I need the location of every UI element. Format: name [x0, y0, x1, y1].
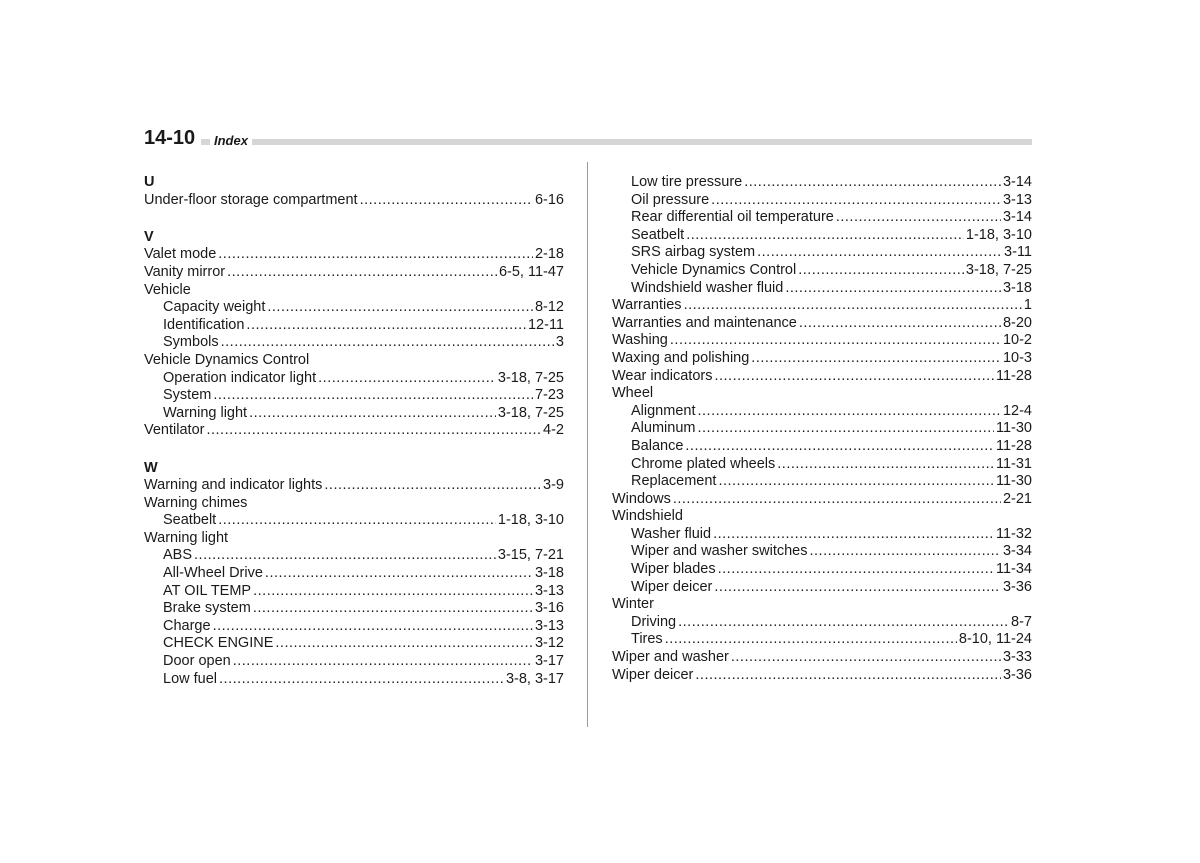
index-subentry	[144, 512, 564, 530]
index-entry	[144, 422, 564, 440]
entry-label: Wear indicators	[612, 367, 713, 384]
page-reference: 3-15, 7-21	[497, 547, 564, 564]
dot-leader	[684, 297, 1022, 315]
entry-label: Wiper blades	[631, 561, 716, 578]
page-reference: 3-36	[1002, 578, 1032, 595]
entry-label: Warranties	[612, 297, 682, 314]
dot-leader	[265, 565, 533, 583]
dot-leader	[670, 332, 1001, 350]
page-reference: 3-11	[1004, 244, 1032, 261]
index-group-heading	[612, 508, 1032, 526]
index-subentry	[612, 420, 1032, 438]
entry-label: Washer fluid	[631, 525, 712, 542]
index-group-heading	[144, 495, 564, 513]
index-group-heading	[612, 385, 1032, 403]
index-column-right	[612, 174, 1032, 684]
index-subentry	[612, 262, 1032, 280]
index-subentry	[144, 653, 564, 671]
page-reference: 3-13	[1002, 191, 1032, 208]
entry-label: Wheel	[612, 385, 654, 402]
page-reference: 11-30	[995, 420, 1032, 437]
dot-leader	[685, 438, 994, 456]
page-header	[144, 126, 1032, 150]
entry-label: System	[163, 387, 212, 404]
page-reference: 3-14	[1002, 209, 1032, 226]
entry-label: Vehicle Dynamics Control	[631, 261, 797, 278]
index-subentry	[144, 317, 564, 335]
page-reference: 6-16	[534, 191, 564, 208]
index-subentry	[144, 299, 564, 317]
index-subentry	[612, 280, 1032, 298]
page-reference: 11-28	[995, 437, 1032, 454]
page-reference: 3-8, 3-17	[505, 670, 564, 687]
dot-leader	[221, 334, 554, 352]
entry-label: Ventilator	[144, 422, 205, 439]
entry-label: Driving	[631, 613, 677, 630]
dot-leader	[246, 317, 526, 335]
dot-leader	[213, 618, 533, 636]
page-reference: 8-20	[1002, 314, 1032, 331]
index-subentry	[612, 526, 1032, 544]
entry-label: Low fuel	[163, 670, 218, 687]
index-entry	[612, 315, 1032, 333]
index-subentry	[612, 438, 1032, 456]
entry-label: Tires	[631, 631, 663, 648]
dot-leader	[213, 387, 533, 405]
page-reference: 10-3	[1002, 349, 1032, 366]
page-reference: 3-18	[534, 565, 564, 582]
entry-label: Chrome plated wheels	[631, 455, 776, 472]
entry-label: Balance	[631, 437, 684, 454]
index-subentry	[144, 547, 564, 565]
index-subentry	[612, 543, 1032, 561]
dot-leader	[697, 403, 1000, 421]
dot-leader	[678, 614, 1009, 632]
page-reference: 7-23	[534, 387, 564, 404]
entry-label: Low tire pressure	[631, 174, 743, 190]
dot-leader	[695, 667, 1001, 685]
page-reference: 12-4	[1002, 402, 1032, 419]
dot-leader	[318, 370, 496, 388]
entry-label: U	[144, 174, 155, 190]
index-subentry	[612, 403, 1032, 421]
page-reference: 8-7	[1011, 613, 1032, 630]
entry-label: Washing	[612, 332, 668, 349]
page-reference: 11-31	[995, 455, 1032, 472]
entry-label: Warning light	[144, 529, 229, 546]
page-reference: 3-9	[543, 477, 564, 494]
page-reference: 11-34	[995, 561, 1032, 578]
index-subentry	[144, 370, 564, 388]
index-subentry	[612, 174, 1032, 192]
index-entry	[144, 246, 564, 264]
index-subentry	[612, 473, 1032, 491]
index-group-heading	[144, 352, 564, 370]
entry-label: Door open	[163, 653, 231, 670]
dot-leader	[777, 456, 994, 474]
dot-leader	[714, 579, 1001, 597]
index-subentry	[144, 334, 564, 352]
entry-label: Winter	[612, 596, 654, 613]
entry-label: Warning and indicator lights	[144, 477, 323, 494]
dot-leader	[836, 209, 1001, 227]
index-entry	[144, 192, 564, 210]
page-reference: 1-18, 3-10	[965, 226, 1032, 243]
index-subentry	[144, 565, 564, 583]
entry-label: Wiper deicer	[612, 666, 694, 683]
page-reference: 2-18	[534, 246, 564, 263]
dot-leader	[249, 405, 496, 423]
page-reference: 3-18, 7-25	[965, 261, 1032, 278]
page-reference: 12-11	[527, 316, 564, 333]
entry-label: Windows	[612, 490, 671, 507]
entry-label: Under-floor storage compartment	[144, 191, 358, 208]
dot-leader	[267, 299, 533, 317]
entry-label: AT OIL TEMP	[163, 582, 252, 599]
entry-label: Seatbelt	[631, 226, 685, 243]
page-reference: 3-36	[1002, 666, 1032, 683]
page-reference: 11-30	[995, 473, 1032, 490]
entry-label: Vanity mirror	[144, 263, 226, 280]
entry-label: ABS	[163, 547, 193, 564]
page-reference: 4-2	[543, 422, 564, 439]
index-subentry	[612, 614, 1032, 632]
index-group-heading	[144, 530, 564, 548]
index-subentry	[612, 244, 1032, 262]
page-reference: 3-18, 7-25	[497, 369, 564, 386]
entry-label: Aluminum	[631, 420, 696, 437]
index-letter-heading	[144, 460, 564, 478]
entry-label: Symbols	[163, 334, 219, 351]
page-reference: 3-16	[534, 600, 564, 617]
entry-label: Windshield washer fluid	[631, 279, 784, 296]
dot-leader	[785, 280, 1001, 298]
dot-leader	[194, 547, 496, 565]
page-reference: 3-13	[534, 617, 564, 634]
page-reference: 10-2	[1002, 332, 1032, 349]
dot-leader	[253, 583, 533, 601]
entry-label: Warranties and maintenance	[612, 314, 797, 331]
dot-leader	[219, 671, 504, 689]
entry-label: Wiper and washer switches	[631, 543, 808, 560]
index-entry	[612, 649, 1032, 667]
dot-leader	[253, 600, 533, 618]
page-reference: 3-13	[534, 582, 564, 599]
entry-label: Valet mode	[144, 246, 217, 263]
entry-label: Identification	[163, 316, 245, 333]
dot-leader	[757, 244, 1002, 262]
index-subentry	[612, 209, 1032, 227]
dot-leader	[697, 420, 994, 438]
dot-leader	[233, 653, 533, 671]
entry-label: Vehicle Dynamics Control	[144, 351, 310, 368]
dot-leader	[751, 350, 1001, 368]
page-number: 14-10	[144, 126, 201, 150]
index-subentry	[144, 387, 564, 405]
entry-label: Rear differential oil temperature	[631, 209, 834, 226]
entry-label: W	[144, 459, 158, 476]
dot-leader	[275, 635, 533, 653]
page-reference: 3-12	[534, 635, 564, 652]
entry-label: Charge	[163, 617, 211, 634]
index-subentry	[144, 405, 564, 423]
dot-leader	[686, 227, 964, 245]
dot-leader	[206, 422, 541, 440]
dot-leader	[744, 174, 1001, 192]
page-reference: 2-21	[1002, 490, 1032, 507]
dot-leader	[799, 315, 1001, 333]
dot-leader	[218, 246, 533, 264]
index-letter-heading	[144, 174, 564, 192]
index-subentry	[612, 227, 1032, 245]
page-reference: 6-5, 11-47	[498, 263, 564, 280]
page-reference: 3-18	[1002, 279, 1032, 296]
index-entry	[612, 332, 1032, 350]
page-reference: 3-33	[1002, 649, 1032, 666]
entry-label: Windshield	[612, 508, 683, 525]
index-group-heading	[144, 282, 564, 300]
spacer	[144, 440, 564, 460]
index-entry	[612, 368, 1032, 386]
dot-leader	[218, 512, 496, 530]
entry-label: SRS airbag system	[631, 244, 756, 261]
section-title: Index	[210, 133, 252, 149]
index-entry	[612, 667, 1032, 685]
dot-leader	[711, 192, 1001, 210]
entry-label: CHECK ENGINE	[163, 635, 274, 652]
index-entry	[144, 264, 564, 282]
page-reference: 1	[1023, 297, 1032, 314]
entry-label: Brake system	[163, 600, 251, 617]
index-subentry	[612, 561, 1032, 579]
entry-label: Waxing and polishing	[612, 349, 750, 366]
index-entry	[612, 491, 1032, 509]
index-subentry	[144, 618, 564, 636]
index-subentry	[612, 192, 1032, 210]
dot-leader	[714, 368, 994, 386]
page-reference: 3-18, 7-25	[497, 404, 564, 421]
dot-leader	[673, 491, 1001, 509]
page-reference: 8-10, 11-24	[958, 631, 1032, 648]
dot-leader	[798, 262, 964, 280]
dot-leader	[360, 192, 533, 210]
page-reference: 11-28	[995, 367, 1032, 384]
entry-label: All-Wheel Drive	[163, 565, 263, 582]
index-entry	[612, 297, 1032, 315]
entry-label: Operation indicator light	[163, 369, 317, 386]
entry-label: Seatbelt	[163, 512, 217, 529]
index-subentry	[612, 579, 1032, 597]
page-reference: 3-14	[1002, 174, 1032, 190]
entry-label: Oil pressure	[631, 191, 710, 208]
dot-leader	[718, 473, 994, 491]
dot-leader	[713, 526, 994, 544]
dot-leader	[718, 561, 994, 579]
page-reference: 3-17	[534, 653, 564, 670]
entry-label: Wiper and washer	[612, 649, 729, 666]
index-entry	[144, 477, 564, 495]
page-reference: 1-18, 3-10	[497, 512, 564, 529]
dot-leader	[227, 264, 497, 282]
index-subentry	[612, 456, 1032, 474]
index-group-heading	[612, 596, 1032, 614]
index-subentry	[144, 671, 564, 689]
index-entry	[612, 350, 1032, 368]
entry-label: Wiper deicer	[631, 578, 713, 595]
entry-label: Alignment	[631, 402, 696, 419]
page-reference: 3	[555, 334, 564, 351]
index-subentry	[144, 600, 564, 618]
dot-leader	[665, 631, 957, 649]
dot-leader	[810, 543, 1001, 561]
index-subentry	[144, 635, 564, 653]
header-rule	[144, 139, 1032, 145]
entry-label: Replacement	[631, 473, 717, 490]
index-column-left	[144, 174, 564, 688]
entry-label: Warning light	[163, 404, 248, 421]
index-subentry	[612, 631, 1032, 649]
index-letter-heading	[144, 229, 564, 247]
index-subentry	[144, 583, 564, 601]
entry-label: V	[144, 228, 154, 245]
page-reference: 3-34	[1002, 543, 1032, 560]
column-divider	[587, 162, 588, 727]
dot-leader	[731, 649, 1001, 667]
page-reference: 8-12	[534, 299, 564, 316]
entry-label: Warning chimes	[144, 494, 248, 511]
page-reference: 11-32	[995, 525, 1032, 542]
dot-leader	[324, 477, 541, 495]
entry-label: Vehicle	[144, 281, 191, 298]
spacer	[144, 209, 564, 229]
entry-label: Capacity weight	[163, 299, 266, 316]
